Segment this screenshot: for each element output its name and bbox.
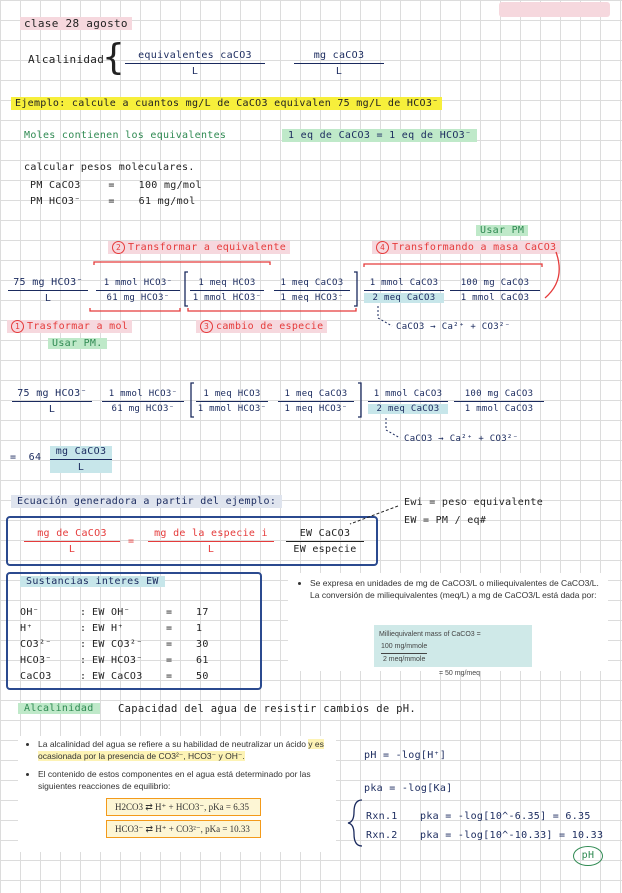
calc-num: 1 mmol CaCO3: [373, 389, 443, 399]
ecuacion-rhs-den: L: [207, 544, 215, 555]
species-ew: EW H⁺: [92, 623, 124, 634]
calc-num: 1 mmol HCO3⁻: [103, 278, 173, 288]
result-equals: =: [10, 452, 17, 463]
alcalinidad-label: Alcalinidad: [18, 703, 100, 714]
species-value: 30: [196, 639, 209, 650]
calc-num: 1 meq CaCO3: [284, 389, 348, 399]
calc-num: 1 mmol HCO3⁻: [108, 389, 178, 399]
rxn-2-pka: pka = -log[10^-10.33] = 10.33: [420, 830, 604, 841]
pm-eq: =: [108, 180, 115, 191]
calc-num: 1 mmol CaCO3: [369, 278, 439, 288]
ejemplo-heading: Ejemplo: calcule a cuantos mg/L de CaCO3 equivalen 75 mg/L de HCO3⁻: [11, 97, 442, 110]
step-number: 2: [112, 241, 125, 254]
sustancia-row: HCO3⁻ : EW HCO3⁻ = 61: [20, 653, 209, 669]
result-value: 64: [28, 452, 42, 463]
pm-label: PM CaCO3: [30, 180, 81, 191]
bracket-step-3: [188, 308, 356, 311]
calc-den: 1 mmol HCO3⁻: [192, 293, 262, 303]
pm-label: PM HCO3⁻: [30, 196, 81, 207]
species: OH⁻: [20, 607, 39, 618]
calc-den: 2 meq CaCO3: [364, 293, 444, 303]
ecuacion-ew-den: EW especie: [293, 544, 357, 555]
pm-value: 100 mg/mol: [138, 180, 202, 191]
calc-den: 1 mmol CaCO3: [460, 293, 530, 303]
ecuacion-lhs-num: mg de CaCO3: [37, 528, 107, 539]
formula-num: 100 mg/mmole: [381, 641, 427, 654]
calc-den: 1 meq HCO3⁻: [280, 293, 344, 303]
species-ew: EW CO3²⁻: [92, 639, 143, 650]
calc-num: 100 mg CaCO3: [460, 278, 530, 288]
species-ew: EW HCO3⁻: [92, 655, 143, 666]
calc-num: 1 meq CaCO3: [280, 278, 344, 288]
calc-den: L: [44, 293, 52, 304]
calc-den: 1 meq HCO3⁻: [284, 404, 348, 414]
rxn-1-pka: pka = -log[10^-6.35] = 6.35: [420, 811, 591, 822]
pm-eq: =: [108, 196, 115, 207]
ecuacion-ew-num: EW CaCO3: [299, 528, 351, 539]
calc-num: 75 mg HCO3⁻: [17, 388, 87, 399]
sustancias-title: Sustancias interes EW: [20, 576, 165, 587]
alk-bullet-2: • El contenido de estos componentes en el agua está determinado por las siguientes reacciones de equilibrio:: [38, 768, 332, 792]
arrow-dissoc-1: [378, 306, 392, 326]
calc-num: 1 meq HCO3: [203, 389, 261, 399]
usar-pm-top: Usar PM: [476, 225, 528, 236]
rxn-2-box: HCO3⁻ ⇄ H⁺ + CO3²⁻, pKa = 10.33: [106, 820, 261, 838]
rxn-1-label: Rxn.1: [366, 811, 398, 822]
calc-den: 1 mmol CaCO3: [464, 404, 534, 414]
calc-num: 75 mg HCO3⁻: [13, 277, 83, 288]
step-number: 3: [200, 320, 213, 333]
sustancia-row: OH⁻ : EW OH⁻ = 17: [20, 605, 209, 621]
species-ew: EW CaCO3: [92, 671, 143, 682]
species-value: 17: [196, 607, 209, 618]
ew-note-1: Ewi = peso equivalente: [404, 497, 544, 508]
left-brace: {: [102, 37, 125, 78]
species: CaCO3: [20, 671, 52, 682]
species-value: 1: [196, 623, 203, 634]
sustancia-row: CO3²⁻ : EW CO3²⁻ = 30: [20, 637, 209, 653]
date-title: clase 28 agosto: [20, 17, 132, 30]
alk-bullet-1-text: La alcalinidad del agua se refiere a su habilidad de neutralizar un ácido: [38, 739, 309, 749]
step-text: Transformar a equivalente: [128, 242, 287, 253]
arrow-step-4: [545, 252, 559, 298]
calc2-dissociation: CaCO3 → Ca²⁺ + CO3²⁻: [404, 434, 519, 444]
rxn-1-box: H2CO3 ⇄ H⁺ + HCO3⁻, pKa = 6.35: [106, 798, 261, 816]
sustancia-row: CaCO3 : EW CaCO3 = 50: [20, 669, 209, 685]
species-value: 50: [196, 671, 209, 682]
calc-den: 2 meq CaCO3: [368, 404, 448, 414]
step-text: cambio de especie: [216, 321, 324, 332]
step-text: Transformando a masa CaCO3: [392, 242, 557, 253]
ecuacion-lhs-den: L: [68, 544, 76, 555]
step-number: 4: [376, 241, 389, 254]
calc1-dissociation: CaCO3 → Ca²⁺ + CO3²⁻: [396, 322, 511, 332]
alcalinidad-den-2: L: [335, 66, 343, 77]
formula-result: = 50 mg/meq: [439, 670, 481, 677]
moles-equation: 1 eq de CaCO3 = 1 eq de HCO3⁻: [282, 129, 477, 142]
bracket-step-1: [90, 308, 180, 311]
species: H⁺: [20, 623, 33, 634]
calc-num: 100 mg CaCO3: [464, 389, 534, 399]
ph-badge: pH: [573, 846, 603, 866]
species-ew: EW OH⁻: [92, 607, 130, 618]
species: HCO3⁻: [20, 655, 52, 666]
alcalinidad-num-2: mg caCO3: [313, 50, 365, 61]
arrow-dissoc-2: [386, 418, 400, 438]
result-num: mg CaCO3: [55, 446, 107, 457]
species: CO3²⁻: [20, 639, 52, 650]
calc-den: 61 mg HCO3⁻: [111, 404, 175, 414]
pka-definition: pka = -log[Ka]: [364, 783, 453, 794]
sustancia-row: H⁺ : EW H⁺ = 1: [20, 621, 209, 637]
bracket-calc2-left: [191, 383, 194, 417]
alcalinidad-den-1: L: [191, 66, 199, 77]
formula-den: 2 meq/mmole: [382, 656, 426, 663]
bracket-step-2: [94, 262, 270, 265]
ew-note-2: EW = PM / eq#: [404, 515, 487, 526]
alcalinidad-term: Alcalinidad: [28, 53, 105, 66]
alk-bullet-1-highlight: y es ocasionada por la presencia de CO3²⁻, HCO3⁻ y OH⁻.: [38, 739, 324, 761]
step-text: Trasformar a mol: [27, 321, 129, 332]
pm-value: 61 mg/mol: [138, 196, 196, 207]
moles-line: Moles contienen los equivalentes: [24, 130, 227, 141]
calc-den: 1 mmol HCO3⁻: [197, 404, 267, 414]
calc-num: 1 meq HCO3: [198, 278, 256, 288]
formula-label: Milliequivalent mass of CaCO3 =: [379, 631, 481, 638]
alcalinidad-num-1: equivalentes caCO3: [138, 50, 252, 61]
bracket-calc2-right: [358, 383, 361, 417]
result-den: L: [77, 462, 85, 473]
usar-pm-bottom: Usar PM.: [48, 338, 107, 349]
alcalinidad-definition: Capacidad del agua de resistir cambios de pH.: [118, 703, 416, 715]
ecuacion-heading: Ecuación generadora a partir del ejemplo:: [11, 495, 282, 508]
arrow-ew: [350, 506, 398, 524]
ph-definition: pH = -log[H⁺]: [364, 750, 447, 761]
bracket-calc1-left: [185, 272, 188, 306]
rxn-2-label: Rxn.2: [366, 830, 398, 841]
info-text: • Se expresa en unidades de mg de CaCO3/L o miliequivalentes de CaCO3/L. La conversión de miliequivalentes (meq/L) a mg de CaCO3/L está dada por:: [310, 577, 602, 601]
bracket-step-4: [364, 264, 542, 267]
species-value: 61: [196, 655, 209, 666]
step-number: 1: [11, 320, 24, 333]
pka-brace: [348, 800, 362, 846]
ecuacion-equals: =: [128, 536, 135, 547]
pesos-title: calcular pesos moleculares.: [24, 162, 195, 173]
bracket-calc1-right: [354, 272, 357, 306]
ecuacion-rhs-num: mg de la especie i: [154, 528, 268, 539]
calc-den: 61 mg HCO3⁻: [106, 293, 170, 303]
calc-den: L: [48, 404, 56, 415]
